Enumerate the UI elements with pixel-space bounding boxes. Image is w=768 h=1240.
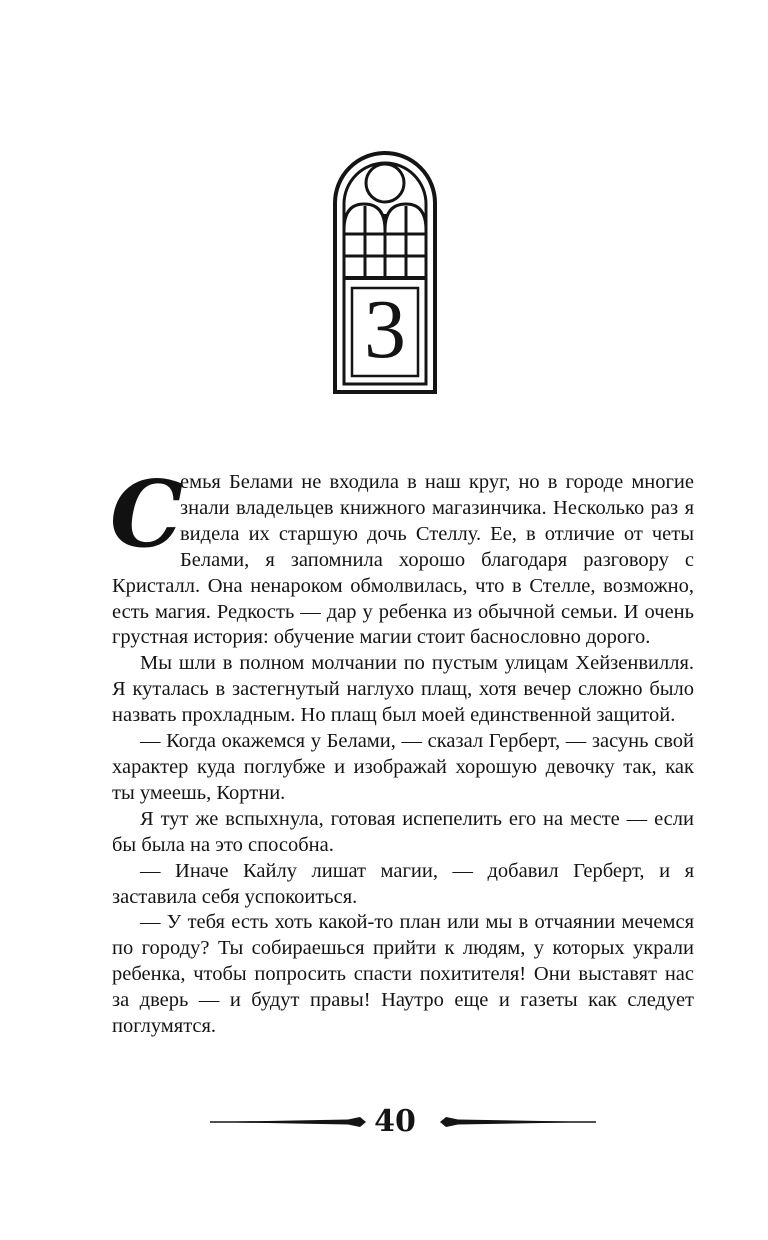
paragraph-6: — У тебя есть хоть какой-то план или мы в отчаянии мечемся по городу? Ты собираешься прийти к людям, у которых украли ребенка, чтобы попросить спасти похитителя! Они выставят нас за дверь — и будут правы! Наутро еще и газеты как следует поглумятся. <box>112 911 694 1038</box>
paragraph-3: — Когда окажемся у Белами, — сказал Герберт, — засунь свой характер куда поглубже и изображай хорошую девочку так, как ты умеешь, Кортни. <box>112 730 694 804</box>
drop-cap: С <box>110 460 184 568</box>
paragraph-2: Мы шли в полном молчании по пустым улицам Хейзенвилля. Я куталась в застегнутый наглухо плащ, хотя вечер сложно было назвать прохладным. Но плащ был моей единственной защитой. <box>112 652 694 727</box>
paragraph-1 <box>110 460 694 651</box>
paragraph-4: Я тут же вспыхнула, готовая испепелить его на месте — если бы была на это способна. <box>112 807 694 856</box>
chapter-text <box>110 460 694 1040</box>
paragraph-5: — Иначе Кайлу лишат магии, — добавил Герберт, и я заставила себя успокоиться. <box>112 859 694 908</box>
paragraph-1-text: емья Белами не входила в наш круг, но в городе многие знали владельцев книжного магазинчика. Несколько раз я видела их старшую дочь Стеллу. Ее, в отличие от четы Белами, я запомнила хорошо благодаря разговору с Кристалл. Она ненароком обмолвилась, что в Стелле, возможно, есть магия. Редкость — дар у ребенка из обычной семьи. И очень грустная история: обучение магии стоит баснословно дорого. <box>112 471 694 649</box>
chapter-number: 3 <box>364 283 406 376</box>
page-number: 40 <box>374 1104 416 1139</box>
